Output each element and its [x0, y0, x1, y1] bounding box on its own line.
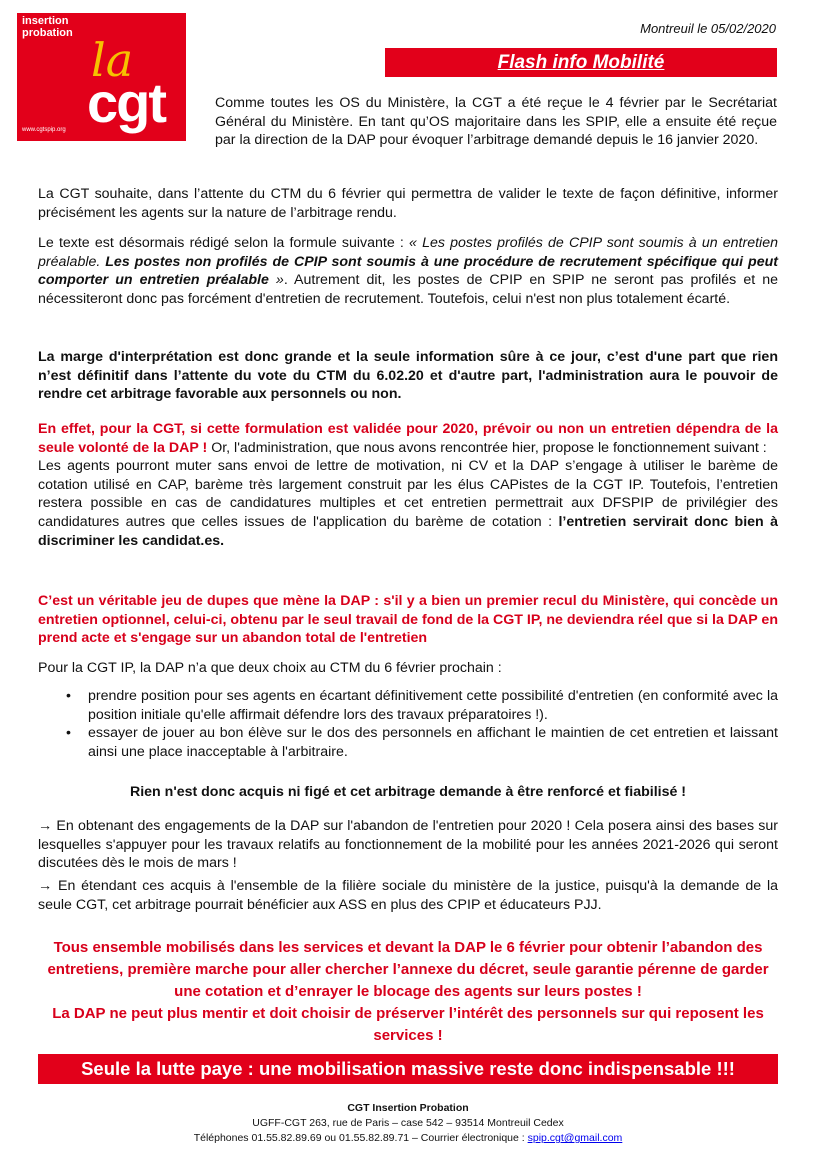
list-item: [38, 724, 778, 761]
bottom-banner: Seule la lutte paye : une mobilisation massive reste donc indispensable !!!: [38, 1054, 778, 1084]
call-to-action-line-1: Tous ensemble mobilisés dans les services et devant la DAP le 6 février pour obtenir l’abandon des entretiens, première marche pour aller chercher l’annexe du décret, seule garantie pérenne de garder une cotation et d’enrayer le blocage des agents sur leurs postes !: [47, 939, 769, 1000]
paragraph-5: C’est un véritable jeu de dupes que mène la DAP : s'il y a bien un premier recul du Ministère, qui concède un entretien optionnel, celui-ci, obtenu par le seul travail de fond de la CGT IP, ne deviendra réel que si la DAP en prend acte et s'engage sur un abandon total de l'entretien: [38, 593, 778, 647]
document-date: Montreuil le 05/02/2020: [640, 21, 776, 36]
paragraph-4: [38, 420, 778, 550]
logo-la: la: [91, 33, 134, 87]
intro-paragraph: Comme toutes les OS du Ministère, la CGT a été reçue le 4 février par le Secrétariat Général du Ministère. En tant qu’OS majoritaire dans les SPIP, elle a ensuite été reçue par la direction de la DAP pour évoquer l’arbitrage demandé depuis le 16 janvier 2020.: [215, 95, 777, 149]
arrow-paragraph-1: → En obtenant des engagements de la DAP sur l'abandon de l'entretien pour 2020 ! Cela posera ainsi des bases sur lesquelles s'appuyer pour les travaux relatifs au fonctionnement de la mobilité pour les années 2021-2026 qui seront discutées dès le mois de mars !: [38, 818, 778, 872]
footer-phones: Téléphones 01.55.82.89.69 ou 01.55.82.89.71 – Courrier électronique :: [193, 1132, 528, 1144]
arrow-paragraph-2: → En étendant ces acquis à l'ensemble de la filière sociale du ministère de la justice, puisqu'à la demande de la seule CGT, cet arbitrage pourrait bénéficier aux ASS en plus des CPIP et éducateurs PJJ.: [38, 878, 778, 913]
bullet-icon: •: [66, 725, 71, 742]
para2-rest: . Autrement dit, les postes de CPIP en SPIP ne seront pas profilés et ne nécessiteront donc pas forcément d'entretien de recrutement. Toutefois, celui n'est non plus totalement écarté.: [38, 272, 778, 307]
bullet-icon: •: [66, 688, 71, 704]
paragraph-6: Pour la CGT IP, la DAP n’a que deux choix au CTM du 6 février prochain :: [38, 660, 502, 676]
para4-red-text: En effet, pour la CGT, si cette formulation est validée pour 2020, prévoir ou non un entretien dépendra de la seule volonté de la DAP !: [38, 421, 778, 456]
para4-rest: Or, l'administration, que nous avons rencontrée hier, propose le fonctionnement suivant :: [207, 439, 767, 456]
logo-cgt: cgt: [87, 71, 165, 134]
para2-quote-2: Les postes non profilés de CPIP sont soumis à une procédure de recrutement spécifique qui peut comporter un entretien préalable: [38, 253, 778, 289]
paragraph-1: La CGT souhaite, dans l’attente du CTM du 6 février qui permettra de valider le texte de façon définitive, informer précisément les agents sur la nature de l’arbitrage rendu.: [38, 186, 778, 221]
footer-org: CGT Insertion Probation: [347, 1102, 469, 1114]
para2-intro: Le texte est désormais rédigé selon la formule suivante :: [38, 235, 410, 251]
list-item: [38, 687, 778, 724]
logo-line-insertion: insertion: [22, 15, 69, 27]
call-to-action: [38, 937, 778, 1047]
flash-title: Flash info Mobilité: [385, 48, 777, 77]
bullet-text: essayer de jouer au bon élève sur le dos des personnels en affichant le maintien de cet entretien et laissant ainsi une place inacceptable à l'arbitraire.: [88, 725, 778, 760]
logo-line-probation: probation: [22, 27, 73, 39]
logo-url: www.cgtspip.org: [22, 127, 66, 133]
conclusion: Rien n'est donc acquis ni figé et cet arbitrage demande à être renforcé et fiabilisé !: [129, 784, 687, 800]
call-to-action-line-2: La DAP ne peut plus mentir et doit choisir de préserver l’intérêt des personnels sur qui reposent les services !: [52, 1005, 764, 1044]
bullet-text: prendre position pour ses agents en écartant définitivement cette possibilité d'entretien (en conformité avec la position initiale qu'elle affirmait défendre lors des travaux préparatoires !).: [88, 688, 778, 723]
choices-list: [38, 687, 778, 761]
paragraph-3: La marge d'interprétation est donc grande et la seule information sûre à ce jour, c’est d'une part que rien n’est définitif dans l’attente du vote du CTM du 6.02.20 et d'autre part, l'administration aura le pouvoir de rendre cet arbitrage favorable aux personnels ou non.: [38, 349, 778, 403]
footer-address: UGFF-CGT 263, rue de Paris – case 542 – 93514 Montreuil Cedex: [252, 1117, 564, 1129]
logo-text: [22, 15, 73, 39]
para2-quote-end: »: [268, 272, 284, 289]
footer-email-link[interactable]: spip.cgt@gmail.com: [527, 1132, 623, 1144]
cgt-logo: [17, 13, 186, 141]
para4-body: Les agents pourront muter sans envoi de lettre de motivation, ni CV et la DAP s’engage à utiliser le barème de cotation utilisé en CAP, barème très largement construit par les élus CAPistes de la CGT IP. Toutefois, l’entretien restera possible en cas de candidatures multiples et cet entretien permettrait aux DFSPIP de privilégier des candidatures autres que celles issues de l'application du barème de cotation :: [38, 458, 778, 530]
para2-quote-1: « Les postes profilés de CPIP sont soumis à un entretien préalable.: [38, 235, 778, 270]
footer: [38, 1101, 778, 1146]
footer-contact: [38, 1131, 778, 1146]
paragraph-2: [38, 234, 778, 308]
para4-bold: l’entretien servirait donc bien à discriminer les candidat.es.: [38, 513, 779, 549]
